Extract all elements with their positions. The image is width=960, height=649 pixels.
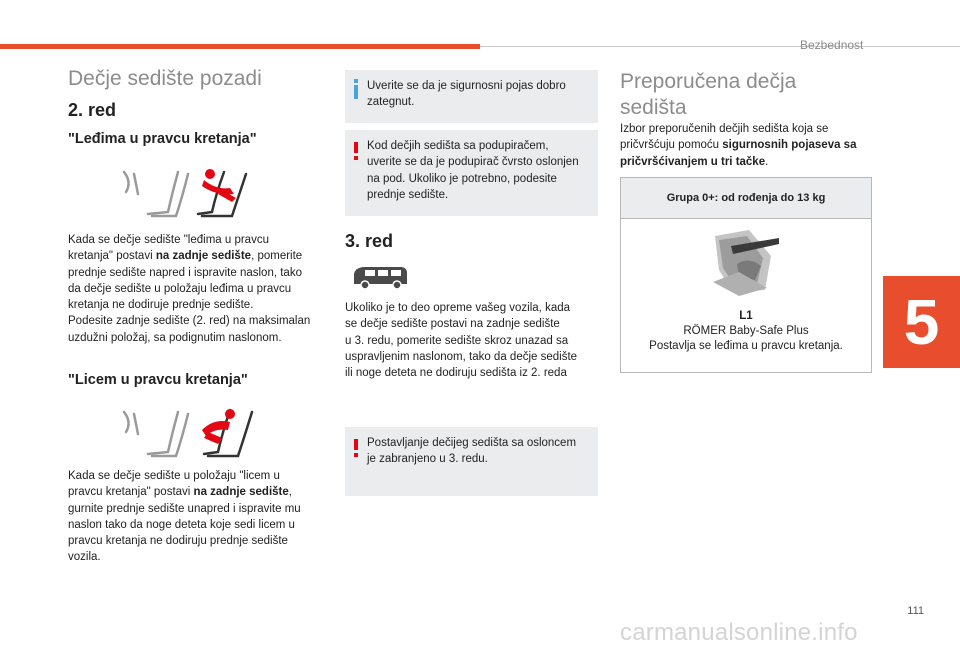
rear-facing-text: Kada se dečje sedište "leđima u pravcu kretanja" postavi na zadnje sedište, pomerite prednje sedište napred i ispravite naslon, tako da dečje sedište u položaju leđima u pravcu kretanja ne dodiruje prednje sedište. Podesite zadnje sedište (2. red) na maksimalan uzdužni položaj, sa podignutim naslonom.: [68, 234, 311, 344]
table-header: Grupa 0+: od rođenja do 13 kg: [621, 178, 871, 219]
warning-note-row3: Postavljanje dečijeg sedišta sa osloncem je zabranjeno u 3. redu.: [345, 427, 598, 496]
rear-facing-heading: "Leđima u pravcu kretanja": [68, 131, 257, 147]
van-icon: [351, 264, 409, 290]
warning-mark-icon: [354, 439, 358, 450]
seat-code: L1: [739, 310, 753, 322]
row3-heading: 3. red: [345, 231, 394, 251]
seat-install: Postavlja se leđima u pravcu kretanja.: [649, 340, 843, 352]
forward-facing-heading: "Licem u pravcu kretanja": [68, 372, 248, 388]
page-title: Dečje sedište pozadi: [68, 67, 262, 90]
watermark: carmanualsonline.info: [620, 619, 858, 646]
header-accent-bar: [0, 44, 480, 49]
baby-carrier-photo: [709, 226, 783, 296]
info-note: Uverite se da je sigurnosni pojas dobro zategnut.: [345, 70, 598, 123]
recommended-title: Preporučena dečja sedišta: [620, 70, 797, 119]
seat-model: RÖMER Baby-Safe Plus: [683, 325, 809, 337]
recommended-seats-table: [620, 177, 872, 373]
rear-facing-seat-icon: [118, 164, 260, 220]
warning-mark-icon: [354, 142, 358, 153]
warning-mark-dot: [354, 156, 358, 160]
forward-facing-seat-icon: [118, 404, 260, 460]
row3-text: Ukoliko je to deo opreme vašeg vozila, kada se dečje sedište postavi na zadnje sedište u 3. redu, pomerite sedište skroz unazad sa uspravljenim naslonom, tako da dečje sedište ili noge deteta ne dodiruju sedišta iz 2. reda: [345, 302, 578, 380]
warning-mark-dot: [354, 453, 358, 457]
info-mark-dot: [354, 79, 358, 83]
warning-note-support-leg: Kod dečjih sedišta sa podupiračem, uverite se da je podupirač čvrsto oslonjen na pod. Ukoliko je potrebno, podesite prednje sedište.: [345, 130, 598, 216]
page-number: 111: [907, 605, 924, 617]
recommended-intro: Izbor preporučenih dečjih sedišta koja se pričvršćuju pomoću sigurnosnih pojaseva sa pričvršćivanjem u tri tačke.: [620, 123, 857, 168]
section-label: Bezbednost: [800, 38, 864, 52]
chapter-tab: 5: [883, 276, 960, 368]
header-rule: [480, 46, 960, 47]
info-mark-icon: [354, 85, 358, 99]
row2-heading: 2. red: [68, 100, 117, 120]
forward-facing-text: Kada se dečje sedište u položaju "licem u pravcu kretanja" postavi na zadnje sedište, gurnite prednje sedište unapred i ispravite mu naslon tako da noge deteta koje sedi licem u pravcu kretanja ne dodiruju prednje sedište vozila.: [68, 470, 301, 564]
